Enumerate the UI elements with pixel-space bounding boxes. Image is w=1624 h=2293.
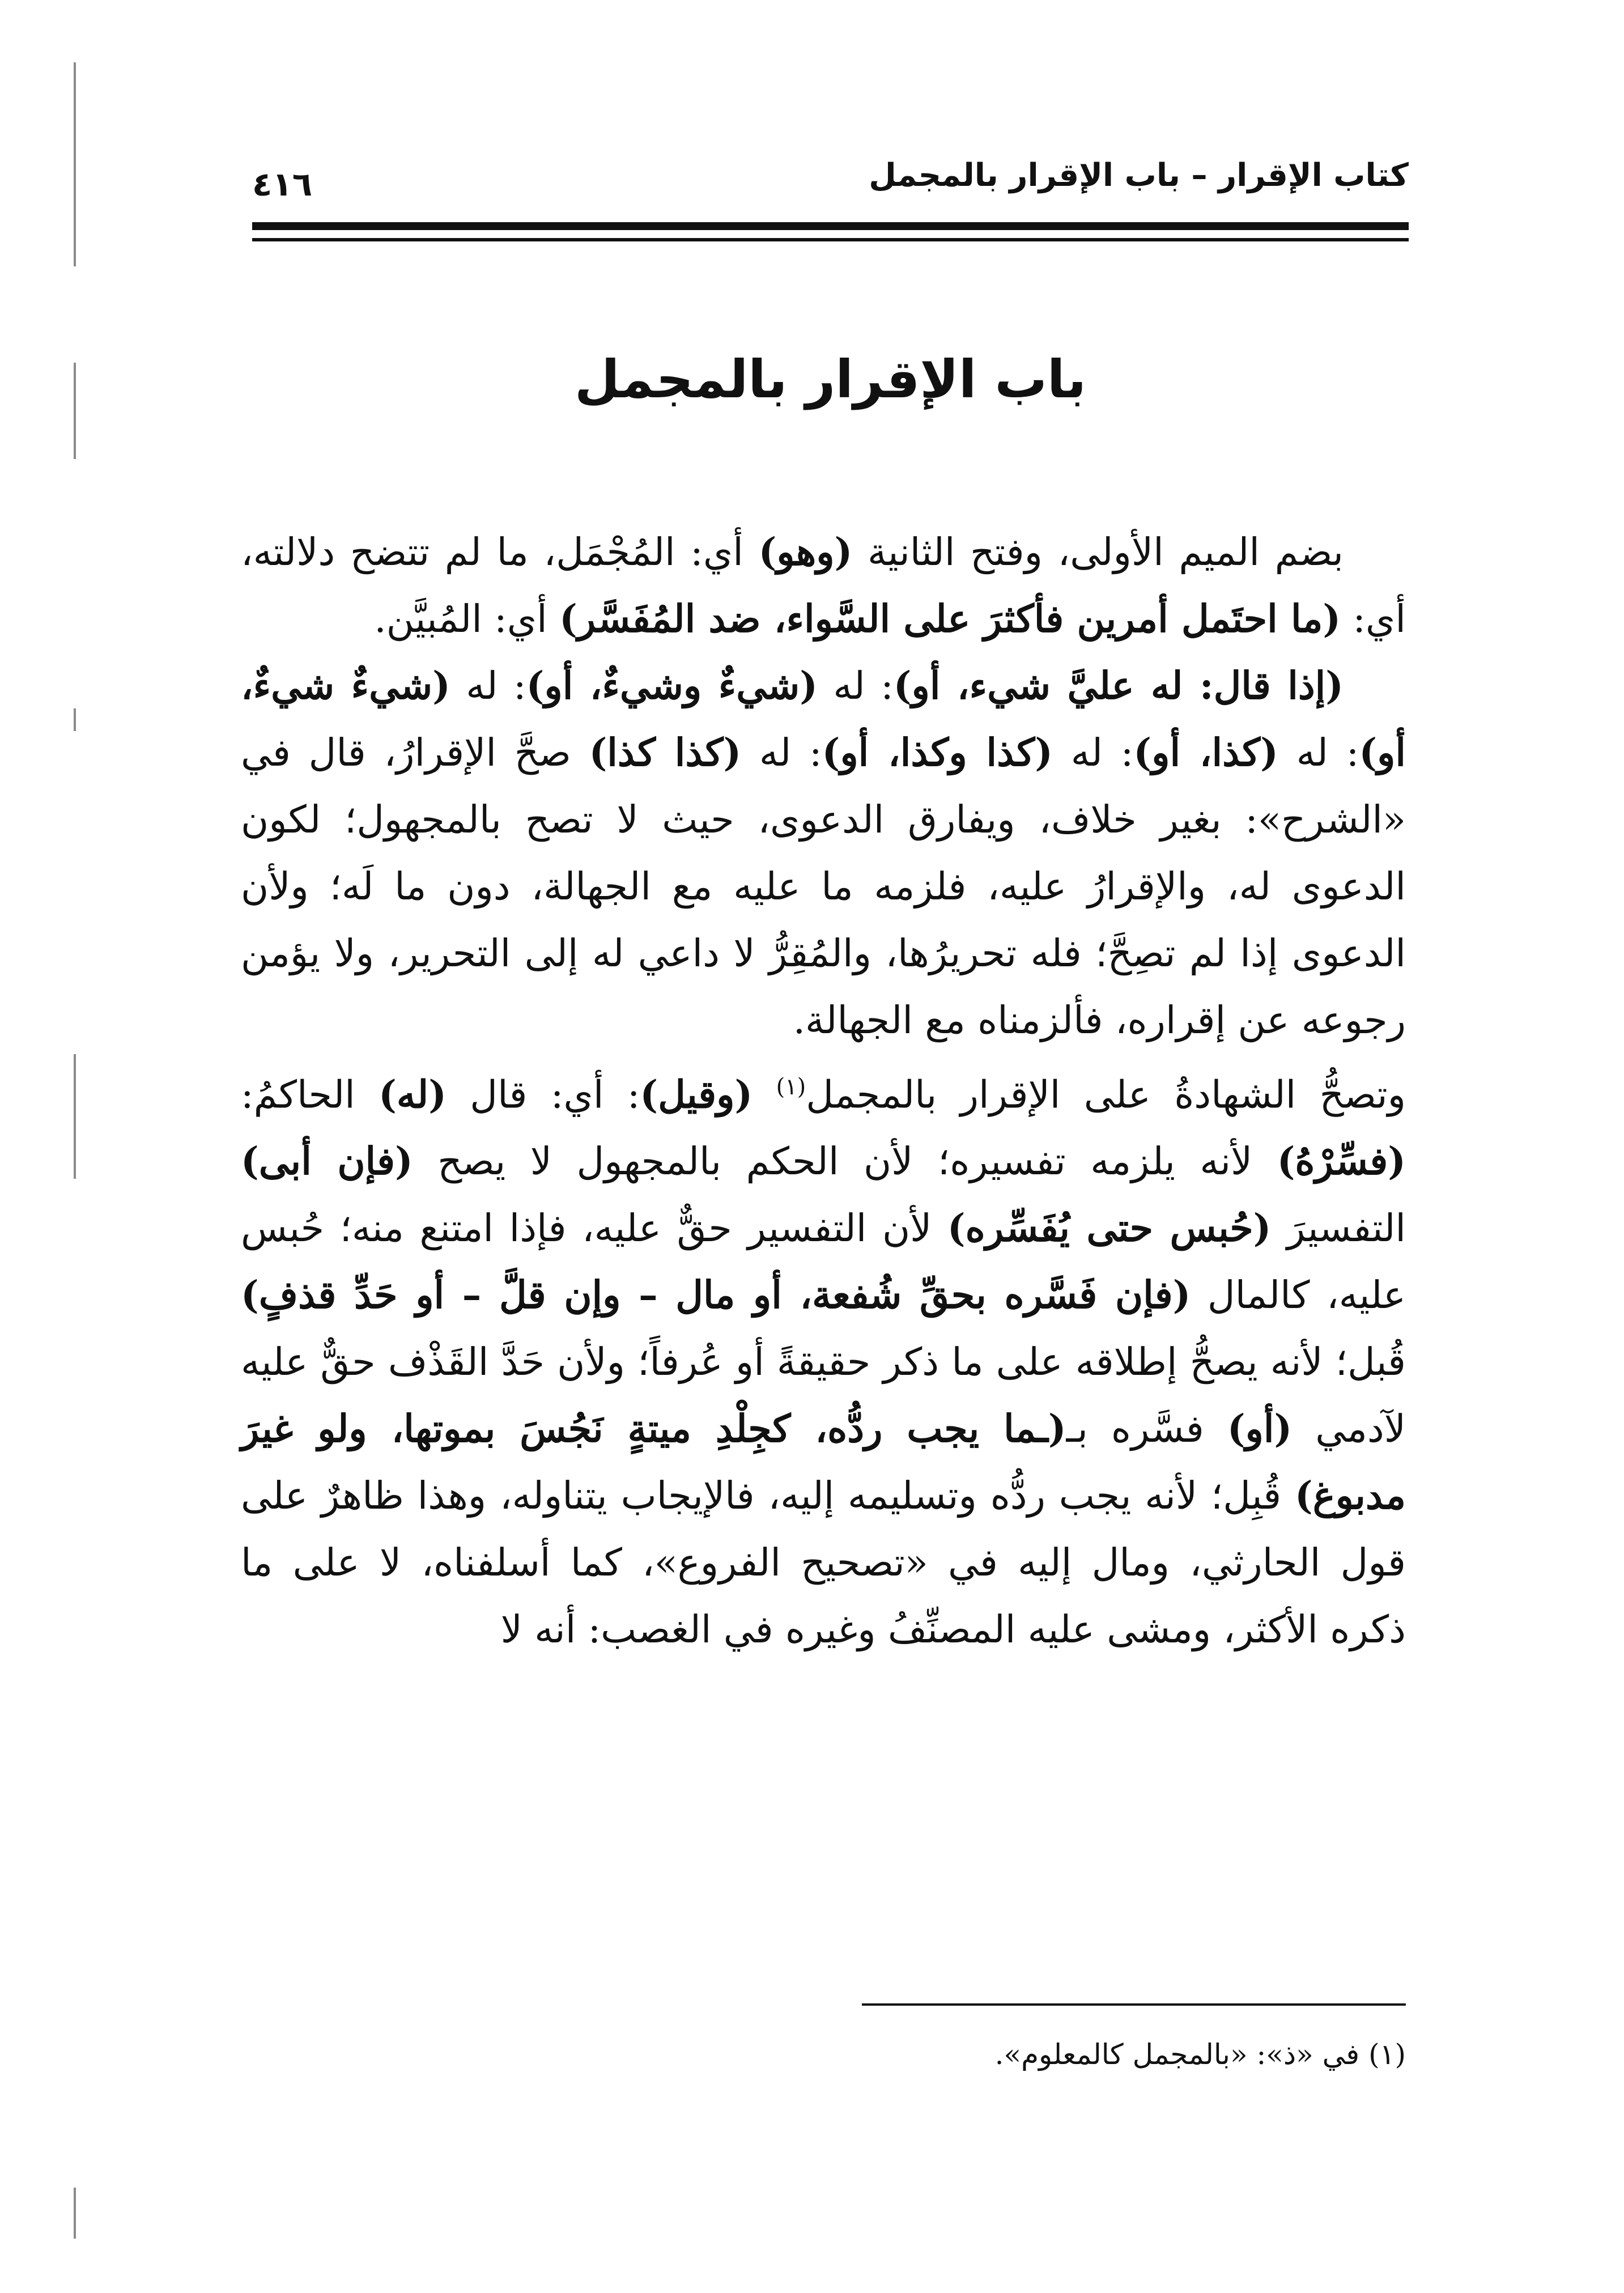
text-run: الحاكمُ:	[241, 1072, 379, 1117]
footnote-number: (١)	[1368, 2038, 1406, 2071]
scan-edge-mark	[74, 1054, 76, 1179]
paragraph-3	[241, 1054, 1406, 1663]
text-run: أي: المُبيَّن.	[374, 597, 560, 641]
text-run: لأنه يلزمه تفسيره؛ لأن الحكم بالمجهول لا يصح	[413, 1139, 1277, 1184]
matn-run: (فإن أبى)	[241, 1139, 413, 1184]
matn-run: (شيءٌ وشيءٌ، أو)	[526, 663, 818, 708]
header-rule-thick	[252, 222, 1409, 230]
paragraph-2	[241, 652, 1406, 1054]
text-run: : له	[817, 664, 894, 708]
text-run: قُبل؛ لأنه يصحُّ إطلاقه على ما ذكر حقيقةً أو عُرفاً؛ ولأن حَدَّ القَذْف حقٌّ عليه لآدمي	[241, 1340, 1406, 1451]
text-run: قُبِل؛ لأنه يجب ردُّه وتسليمه إليه، فالإيجاب يتناوله، وهذا ظاهرٌ على قول الحارثي، ومال إليه في «تصحيح الفروع»، كما أسلفناه، لا على ما ذكره الأكثر، ومشى عليه المصنِّفُ وغيره في الغصب: أنه لا	[241, 1474, 1406, 1652]
text-run: : له	[1278, 731, 1359, 775]
text-run: بضم الميم الأولى، وفتح الثانية	[852, 530, 1344, 574]
text-run: : له	[741, 731, 822, 775]
matn-run: (فإن فَسَّره بحقِّ شُفعة، أو مال – وإن قلَّ – أو حَدِّ قذفٍ)	[241, 1272, 1191, 1318]
matn-run: (أو)	[1227, 1406, 1293, 1451]
footnote-text: في «ذ»: «بالمجمل كالمعلوم».	[994, 2038, 1369, 2071]
matn-run: (شيءٌ شيءٌ، أو)	[241, 663, 1406, 775]
matn-run: (ـما يجب ردُّه، كجِلْدِ ميتةٍ نَجُسَ بموتها، ولو غيرَ مدبوغ)	[241, 1406, 1406, 1518]
footnote-reference[interactable]: (١)	[776, 1074, 806, 1100]
text-run: وتصحُّ الشهادةُ على الإقرار بالمجمل	[806, 1072, 1406, 1117]
text-run: صحَّ الإقرارُ، قال في «الشرح»: بغير خلاف، ويفارق الدعوى، حيث لا تصح بالمجهول؛ لكون الدعوى له، والإقرارُ عليه، فلزمه ما عليه مع الجهالة، دون ما لَه؛ ولأن الدعوى إذا لم تصِحَّ؛ فله تحريرُها، والمُقِرُّ لا داعي له إلى التحرير، ولا يؤمن رجوعه عن إقراره، فألزمناه مع الجهالة.	[241, 731, 1406, 1042]
scan-edge-mark	[74, 363, 76, 459]
matn-run: (وقيل)	[640, 1072, 753, 1117]
matn-run: (إذا قال: له عليَّ شيء، أو)	[893, 663, 1344, 708]
matn-run: (فسِّرْهُ)	[1277, 1139, 1406, 1184]
text-run	[753, 1072, 776, 1116]
scan-edge-mark	[74, 708, 76, 731]
paragraph-1	[241, 519, 1406, 652]
running-title: كتاب الإقرار – باب الإقرار بالمجمل	[869, 157, 1409, 194]
chapter-title: باب الإقرار بالمجمل	[574, 349, 1087, 410]
page-number: ٤١٦	[252, 165, 313, 203]
running-header	[252, 153, 1409, 203]
matn-run: (كذا وكذا، أو)	[822, 730, 1053, 775]
text-run: : أي: قال	[446, 1072, 640, 1117]
matn-run: (ما احتَمل أمرين فأكثرَ على السَّواء، ضد المُفَسَّر)	[559, 596, 1341, 641]
matn-run: (كذا، أو)	[1133, 730, 1278, 775]
scan-edge-mark	[74, 62, 76, 266]
text-run: فسَّره بـ	[1066, 1407, 1227, 1451]
footnote-separator	[862, 2003, 1406, 2006]
header-rule-thin	[252, 238, 1409, 241]
body-text	[241, 519, 1406, 1663]
text-run: : له	[450, 664, 526, 708]
text-run: لأن التفسير حقٌّ عليه، فإذا امتنع منه؛ حُبس عليه، كالمال	[241, 1206, 1406, 1318]
matn-run: (وهو)	[758, 529, 853, 574]
text-run: التفسيرَ	[1271, 1206, 1406, 1251]
text-run: : له	[1052, 731, 1134, 775]
text-run: أي: المُجْمَل، ما لم تتضح دلالته، أي:	[241, 530, 1406, 641]
matn-run: (حُبس حتى يُفَسِّره)	[947, 1205, 1272, 1251]
scan-edge-mark	[74, 2188, 76, 2239]
matn-run: (له)	[379, 1072, 447, 1117]
footnote	[241, 2032, 1406, 2077]
matn-run: (كذا كذا)	[589, 730, 742, 775]
